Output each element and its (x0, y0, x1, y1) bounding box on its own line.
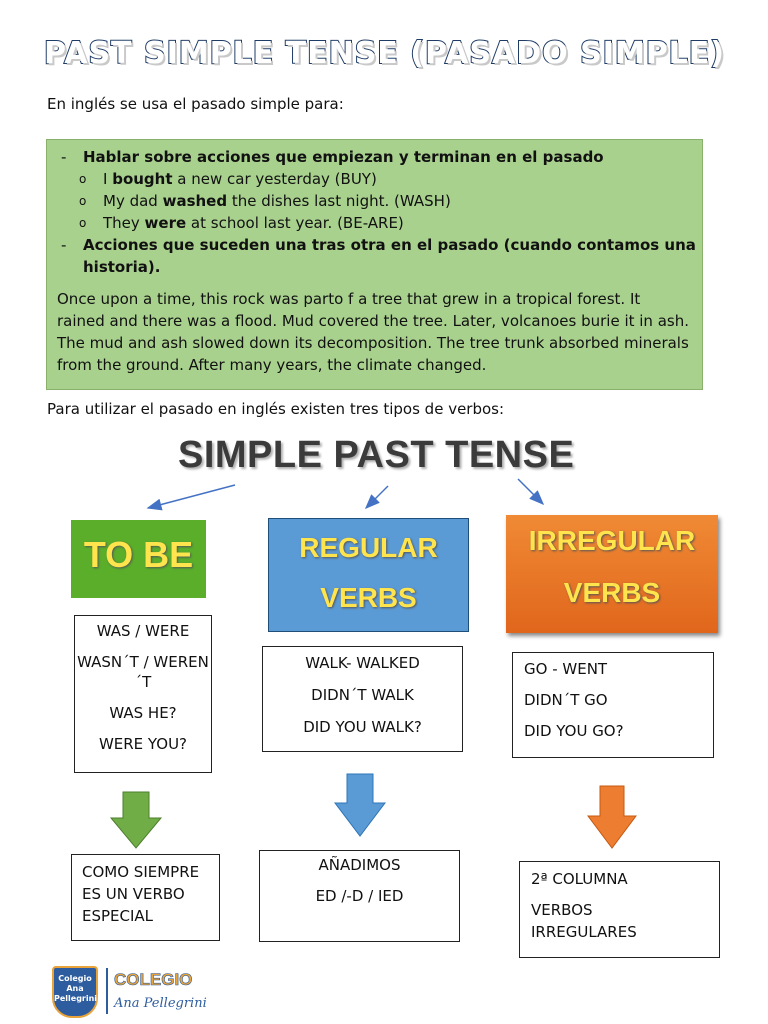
regular-label-line1: REGULAR (299, 532, 438, 563)
down-arrow-blue-icon (335, 774, 385, 836)
form-item: WERE YOU? (98, 735, 188, 753)
diagram-title: SIMPLE PAST TENSE (178, 434, 575, 476)
page-title: PAST SIMPLE TENSE (PASADO SIMPLE) (44, 36, 726, 71)
example-verb: were (144, 214, 187, 232)
crest-line: Pellegrini (54, 994, 98, 1003)
use-text: historia). (83, 258, 161, 276)
example-verb: bought (112, 170, 173, 188)
arrow-to-regular (366, 486, 388, 508)
to-be-box (71, 520, 206, 598)
form-item: WASN´T / WEREN´T (77, 653, 209, 691)
note-line: COMO SIEMPRE (82, 863, 200, 881)
note-line: IRREGULARES (531, 923, 637, 941)
note-line: VERBOS (531, 901, 593, 919)
note-line: 2ª COLUMNA (531, 870, 628, 888)
form-item: GO - WENT (524, 660, 608, 678)
example-verb: washed (162, 192, 228, 210)
arrow-to-be (148, 485, 235, 508)
to-be-forms-box (74, 615, 212, 773)
note-line: AÑADIMOS (318, 856, 401, 874)
to-be-note-box (71, 854, 220, 941)
to-be-label: TO BE (83, 534, 194, 575)
note-line: ESPECIAL (82, 907, 154, 925)
use-text: Acciones que suceden una tras otra en el pasado (cuando contamos una (83, 236, 696, 254)
logo-divider (106, 968, 108, 1014)
note-line: ED /-D / IED (315, 887, 404, 905)
regular-label-line2: VERBS (320, 582, 417, 613)
logo-subtitle: Ana Pellegrini (114, 996, 207, 1011)
form-item: WALK- WALKED (305, 654, 420, 672)
crest-line: Ana (66, 984, 84, 993)
form-item: DIDN´T GO (524, 691, 608, 709)
form-item: WAS / WERE (96, 622, 190, 640)
crest-line: Colegio (58, 974, 92, 983)
school-logo (52, 966, 222, 1018)
intro-text: En inglés se usa el pasado simple para: (47, 95, 344, 113)
verb-types-intro: Para utilizar el pasado en inglés existen tres tipos de verbos: (47, 400, 505, 418)
story-paragraph: Once upon a time, this rock was parto f a tree that grew in a tropical forest. It rained and there was a flood. Mud covered the tree. Later, volcanoes burie it in ash. The mud and ash slowed down its decomposition. The tree trunk absorbed minerals from the ground. After many years, the climate changed. (57, 290, 689, 374)
example-pre: My dad (103, 192, 163, 210)
school-crest-icon (52, 966, 98, 1018)
use-text: Hablar sobre acciones que empiezan y terminan en el pasado (83, 148, 604, 166)
regular-verbs-box (268, 518, 469, 632)
irregular-label-line1: IRREGULAR (528, 525, 696, 556)
example-post: a new car yesterday (BUY) (172, 170, 377, 188)
bullet-marker: o (79, 194, 87, 208)
dash-marker: - (61, 236, 67, 254)
regular-forms-box (262, 646, 463, 752)
form-item: DID YOU WALK? (303, 718, 422, 736)
regular-note-box (259, 850, 460, 942)
form-item: WAS HE? (109, 704, 177, 722)
bullet-marker: o (79, 216, 87, 230)
irregular-forms-box (512, 652, 714, 758)
bullet-marker: o (79, 172, 87, 186)
note-line: ES UN VERBO (82, 885, 185, 903)
irregular-verbs-box (506, 515, 718, 633)
down-arrow-orange-icon (588, 786, 636, 848)
example-pre: I (103, 170, 113, 188)
form-item: DIDN´T WALK (311, 686, 414, 704)
form-item: DID YOU GO? (524, 722, 624, 740)
down-arrow-green-icon (111, 792, 161, 848)
irregular-label-line2: VERBS (563, 577, 661, 608)
arrow-to-irregular (518, 479, 543, 504)
example-post: at school last year. (BE-ARE) (186, 214, 404, 232)
irregular-note-box (519, 861, 720, 958)
logo-name: COLEGIO (114, 970, 193, 989)
example-post: the dishes last night. (WASH) (227, 192, 451, 210)
dash-marker: - (61, 148, 67, 166)
example-pre: They (103, 214, 145, 232)
